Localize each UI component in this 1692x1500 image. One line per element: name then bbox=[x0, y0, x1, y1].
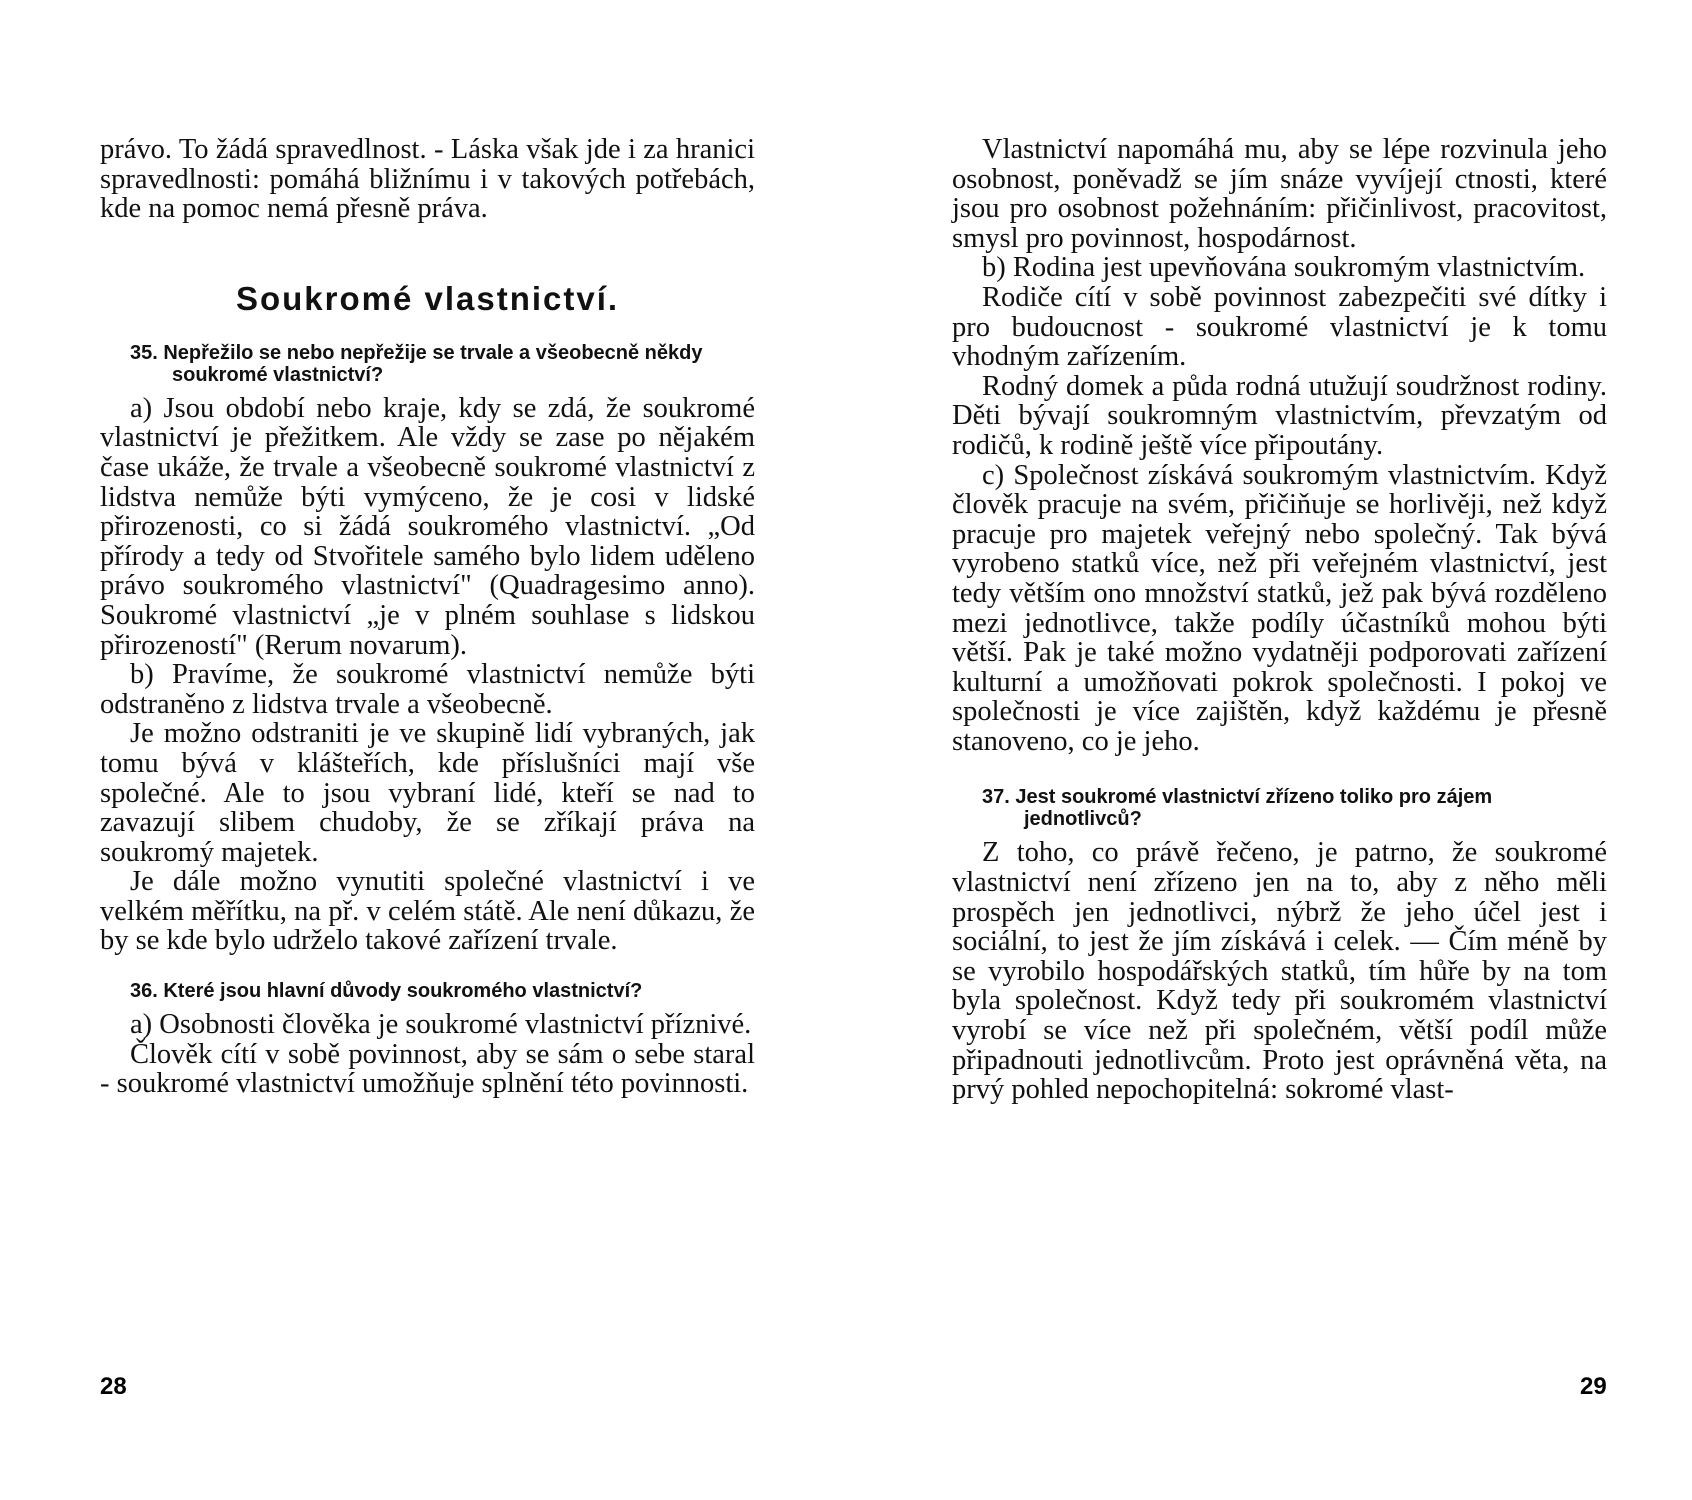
question-36: 36. Které jsou hlavní důvody soukromého vlastnictví? bbox=[130, 980, 643, 1003]
paragraph-r6: Z toho, co právě řečeno, je patrno, že soukromé vlastnictví není zřízeno jen na to, aby z něho měli prospěch jen jednotlivci, nýbrž že jeho účel jest i sociální, to jest že jím získává i celek. — Čím méně by se vyrobilo hospodářských statků, tím hůře by na tom byla společnost. Když tedy při soukromém vlastnictví vyrobí se více než při společném, větší podíl může připadnouti jednotlivcům. Proto jest oprávněná věta, na prvý pohled nepochopitelná: sokromé vlast- bbox=[952, 837, 1607, 1106]
paragraph-36a: a) Osobnosti člověka je soukromé vlastnictví příznivé. bbox=[130, 1009, 752, 1041]
paragraph-r4: Rodný domek a půda rodná utužují soudržnost rodiny. Děti bývají soukromným vlastnictvím, převzatým od rodičů, k rodině ještě více připoutány. bbox=[952, 370, 1607, 461]
paragraph-r1: Vlastnictví napomáhá mu, aby se lépe rozvinula jeho osobnost, poněvadž se jím snáze vyvíjejí ctnosti, které jsou pro osobnost požehnáním: přičinlivost, pracovitost, smysl pro povinnost, hospodárnost. bbox=[952, 134, 1607, 254]
paragraph-35c: Je možno odstraniti je ve skupině lidí vybraných, jak tomu bývá v klášteřích, kde příslušníci mají vše společné. Ale to jsou vybraní lidé, kteří se nad to zavazují slibem chudoby, že se zříkají práva na soukromý majetek. bbox=[100, 718, 755, 868]
question-37: 37. Jest soukromé vlastnictví zřízeno toliko pro zájem jednotlivců? bbox=[982, 786, 1493, 831]
paragraph-35d: Je dále možno vynutiti společné vlastnictví i ve velkém měřítku, na př. v celém státě. Ale není důkazu, že by se kde bylo udrželo takové zařízení trvale. bbox=[100, 866, 755, 957]
paragraph-36b: Člověk cítí v sobě povinnost, aby se sám o sebe staral - soukromé vlastnictví umožňuje splnění této povinnosti. bbox=[100, 1038, 755, 1100]
paragraph-r3: Rodiče cítí v sobě povinnost zabezpečiti své dítky i pro budoucnost - soukromé vlastnictví je k tomu vhodným zařízením. bbox=[952, 281, 1607, 373]
page-number-right: 29 bbox=[1580, 1373, 1607, 1400]
paragraph-r2: b) Rodina jest upevňována soukromým vlastnictvím. bbox=[982, 252, 1586, 284]
paragraph-r5: c) Společnost získává soukromým vlastnictvím. Když člověk pracuje na svém, přičiňuje se horlivěji, než když pracuje pro majetek veřejný nebo společný. Tak bývá vyrobeno statků více, než při veřejném vlastnictví, jest tedy větším ono množství statků, jež pak bývá rozděleno mezi jednotlivce, takže podíly účastníků mohou býti větší. Pak je také možno vydatněji podporovati zařízení kulturní a umožňovati pokrok společnosti. I pokoj ve společnosti je více zajištěn, když každému je přesně stanoveno, co je jeho. bbox=[952, 459, 1607, 757]
right-page bbox=[952, 135, 1607, 1105]
intro-paragraph: právo. To žádá spravedlnost. - Láska však jde i za hranici spravedlnosti: pomáhá bližnímu i v takových potřebách, kde na pomoc nemá přesně práva. bbox=[100, 134, 755, 225]
left-page bbox=[100, 135, 755, 1099]
question-35: 35. Nepřežilo se nebo nepřežije se trvale a všeobecně někdy soukromé vlastnictví? bbox=[130, 341, 703, 386]
paragraph-35a: a) Jsou období nebo kraje, kdy se zdá, že soukromé vlastnictví je přežitkem. Ale vždy se zase po nějakém čase ukáže, že trvale a všeobecně soukromé vlastnictví z lidstva nemůže býti vymýceno, že je cosi v lidské přirozenosti, co si žádá soukromého vlastnictví. „Od přírody a tedy od Stvořitele samého bylo lidem uděleno právo soukromého vlastnictví" (Quadragesimo anno). Soukromé vlastnictví „je v plném souhlase s lidskou přirozeností" (Rerum novarum). bbox=[100, 392, 755, 661]
section-title: Soukromé vlastnictví. bbox=[235, 279, 620, 317]
paragraph-35b: b) Pravíme, že soukromé vlastnictví nemůže býti odstraněno z lidstva trvale a všeobecně. bbox=[100, 659, 755, 720]
page-number-left: 28 bbox=[100, 1373, 127, 1400]
